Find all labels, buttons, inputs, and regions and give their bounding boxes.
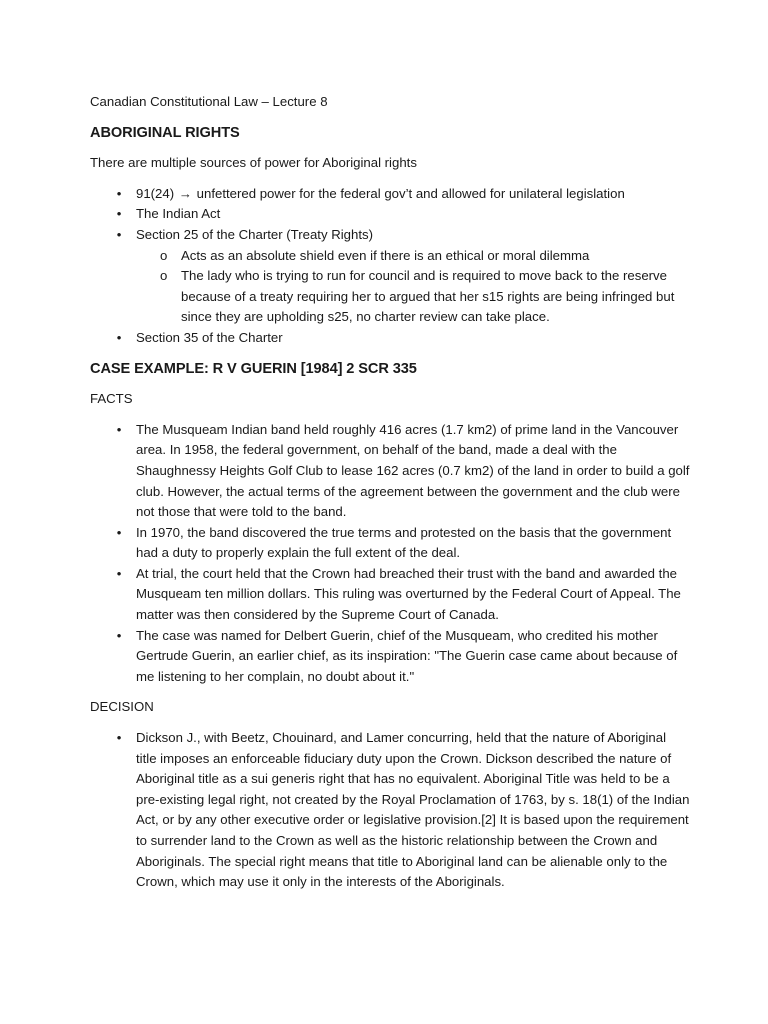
bullet-icon: • bbox=[116, 730, 122, 746]
list-item-text: In 1970, the band discovered the true terms and protested on the basis that the government had a duty to properly explain the full extent of the deal. bbox=[136, 524, 672, 561]
list-item-text: The case was named for Delbert Guerin, chief of the Musqueam, who credited his mother Gertrude Guerin, an earlier chief, as its inspiration: "The Guerin case came about because of me listening to her complain, no doubt about it." bbox=[136, 627, 678, 684]
bullet-icon: • bbox=[116, 185, 122, 201]
bullet-icon: • bbox=[116, 329, 122, 345]
list-item-text: Dickson J., with Beetz, Chouinard, and Lamer concurring, held that the nature of Aboriginal title imposes an enforceable fiduciary duty upon the Crown. Dickson described the nature of Aboriginal title as a sui generis right that has no equivalent. Aboriginal Title was held to be a pre-existing legal right, not created by the Royal Proclamation of 1763, by s. 18(1) of the Indian Act, or by any other executive order or legislative provision.[2] It is based upon the requirement to surrender land to the Crown as well as the historic relationship between the Crown and Aboriginals. The special right means that title to Aboriginal land can be alienable only to the Crown, which may use it only in the interests of the Aboriginals. bbox=[136, 730, 690, 890]
bullet-icon: • bbox=[116, 565, 122, 581]
facts-label: FACTS bbox=[90, 391, 133, 407]
bullet-icon: • bbox=[116, 226, 122, 242]
list-item-prefix: 91(24) bbox=[136, 185, 175, 201]
list-item-text: Section 25 of the Charter (Treaty Rights) bbox=[136, 226, 373, 242]
hollow-bullet-icon: o bbox=[160, 247, 168, 263]
list-item bbox=[90, 328, 690, 349]
list-item bbox=[90, 225, 690, 328]
sub-list-item-text: The lady who is trying to run for council and is required to move back to the reserve because of a treaty requiring her to argued that her s15 rights are being infringed but since they are upholding s25, no charter review can take place. bbox=[181, 268, 675, 325]
bullet-icon: • bbox=[116, 524, 122, 540]
facts-list bbox=[90, 420, 690, 688]
sub-list bbox=[136, 246, 690, 328]
list-item-text: At trial, the court held that the Crown had breached their trust with the band and awarded the Musqueam ten million dollars. This ruling was overturned by the Federal Court of Appeal. The matter was then considered by the Supreme Court of Canada. bbox=[136, 565, 681, 623]
list-item bbox=[90, 420, 690, 523]
list-item bbox=[90, 728, 690, 893]
list-item bbox=[90, 184, 690, 205]
decision-label: DECISION bbox=[90, 699, 154, 715]
sources-list bbox=[90, 184, 690, 349]
list-item bbox=[90, 523, 690, 564]
right-arrow-icon: → bbox=[178, 185, 192, 201]
section-heading-case-example: CASE EXAMPLE: R V GUERIN [1984] 2 SCR 335 bbox=[90, 360, 417, 377]
list-item-text: Section 35 of the Charter bbox=[136, 329, 283, 345]
list-item-text: The Musqueam Indian band held roughly 416 acres (1.7 km2) of prime land in the Vancouver area. In 1958, the federal government, on behalf of the band, made a deal with the Shaughnessy Heights Golf Club to lease 162 acres (0.7 km2) of the land in order to build a golf club. However, the actual terms of the agreement between the government and the club were not those that were told to the band. bbox=[136, 421, 690, 520]
bullet-icon: • bbox=[116, 627, 122, 643]
bullet-icon: • bbox=[116, 206, 122, 222]
section-heading-aboriginal-rights: ABORIGINAL RIGHTS bbox=[90, 124, 240, 141]
list-item-text: The Indian Act bbox=[136, 206, 221, 222]
list-item bbox=[90, 564, 690, 626]
sub-list-item bbox=[136, 246, 690, 267]
decision-list bbox=[90, 728, 690, 893]
list-item bbox=[90, 204, 690, 225]
list-item bbox=[90, 626, 690, 688]
sub-list-item bbox=[136, 266, 690, 328]
document-title: Canadian Constitutional Law – Lecture 8 bbox=[90, 94, 328, 109]
bullet-icon: • bbox=[116, 421, 122, 437]
intro-paragraph: There are multiple sources of power for Aboriginal rights bbox=[90, 155, 417, 171]
sub-list-item-text: Acts as an absolute shield even if there is an ethical or moral dilemma bbox=[181, 247, 590, 263]
document-page bbox=[90, 92, 690, 903]
hollow-bullet-icon: o bbox=[160, 268, 168, 284]
list-item-text: unfettered power for the federal gov’t and allowed for unilateral legislation bbox=[196, 185, 625, 201]
